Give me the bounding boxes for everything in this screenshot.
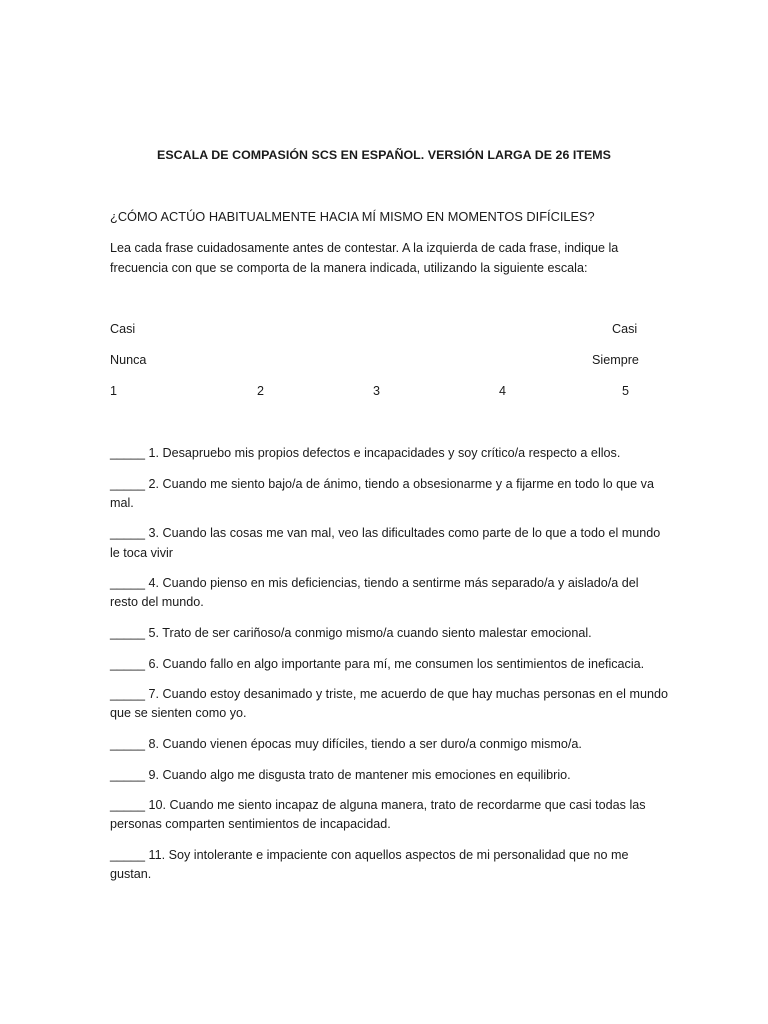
scale-left-label-line2: Nunca: [110, 353, 147, 367]
list-item: _____ 5. Trato de ser cariñoso/a conmigo mismo/a cuando siento malestar emocional.: [110, 625, 592, 640]
list-item: _____ 6. Cuando fallo en algo importante para mí, me consumen los sentimientos de ineficacia.: [110, 656, 645, 671]
scale-number-4: 4: [499, 384, 507, 398]
scale-left-label-line1: Casi: [110, 322, 136, 336]
scale-right-label-line2: Siempre: [592, 353, 639, 367]
scale-number-5: 5: [622, 384, 630, 398]
scale-number-1: 1: [110, 384, 118, 398]
scale-number-2: 2: [257, 384, 265, 398]
list-item: _____ 4. Cuando pienso en mis deficiencias, tiendo a sentirme más separado/a y aislado/a del resto del mundo.: [110, 576, 639, 610]
list-item: _____ 9. Cuando algo me disgusta trato de mantener mis emociones en equilibrio.: [110, 767, 571, 782]
list-item: _____ 8. Cuando vienen épocas muy difíciles, tiendo a ser duro/a conmigo mismo/a.: [110, 736, 582, 751]
scale-right-label-line1: Casi: [612, 322, 638, 336]
document-title: ESCALA DE COMPASIÓN SCS EN ESPAÑOL. VERSIÓN LARGA DE 26 ITEMS: [157, 148, 611, 162]
section-question: ¿CÓMO ACTÚO HABITUALMENTE HACIA MÍ MISMO EN MOMENTOS DIFÍCILES?: [110, 209, 595, 224]
list-item: _____ 1. Desapruebo mis propios defectos e incapacidades y soy crítico/a respecto a ellos.: [110, 446, 621, 460]
list-item: _____ 2. Cuando me siento bajo/a de ánimo, tiendo a obsesionarme y a fijarme en todo lo que va mal.: [110, 476, 654, 510]
list-item: _____ 10. Cuando me siento incapaz de alguna manera, trato de recordarme que casi todas las personas comparten sentimientos de incapacidad.: [110, 798, 646, 832]
list-item: _____ 11. Soy intolerante e impaciente con aquellos aspectos de mi personalidad que no me gustan.: [110, 847, 629, 882]
scale-number-3: 3: [373, 384, 381, 398]
instructions-paragraph: Lea cada frase cuidadosamente antes de contestar. A la izquierda de cada frase, indique la frecuencia con que se comporta de la manera indicada, utilizando la siguiente escala:: [110, 241, 619, 275]
list-item: _____ 3. Cuando las cosas me van mal, veo las dificultades como parte de lo que a todo el mundo le toca vivir: [110, 526, 661, 560]
list-item: _____ 7. Cuando estoy desanimado y triste, me acuerdo de que hay muchas personas en el mundo que se sienten como yo.: [110, 687, 668, 721]
items-list: [110, 444, 670, 896]
